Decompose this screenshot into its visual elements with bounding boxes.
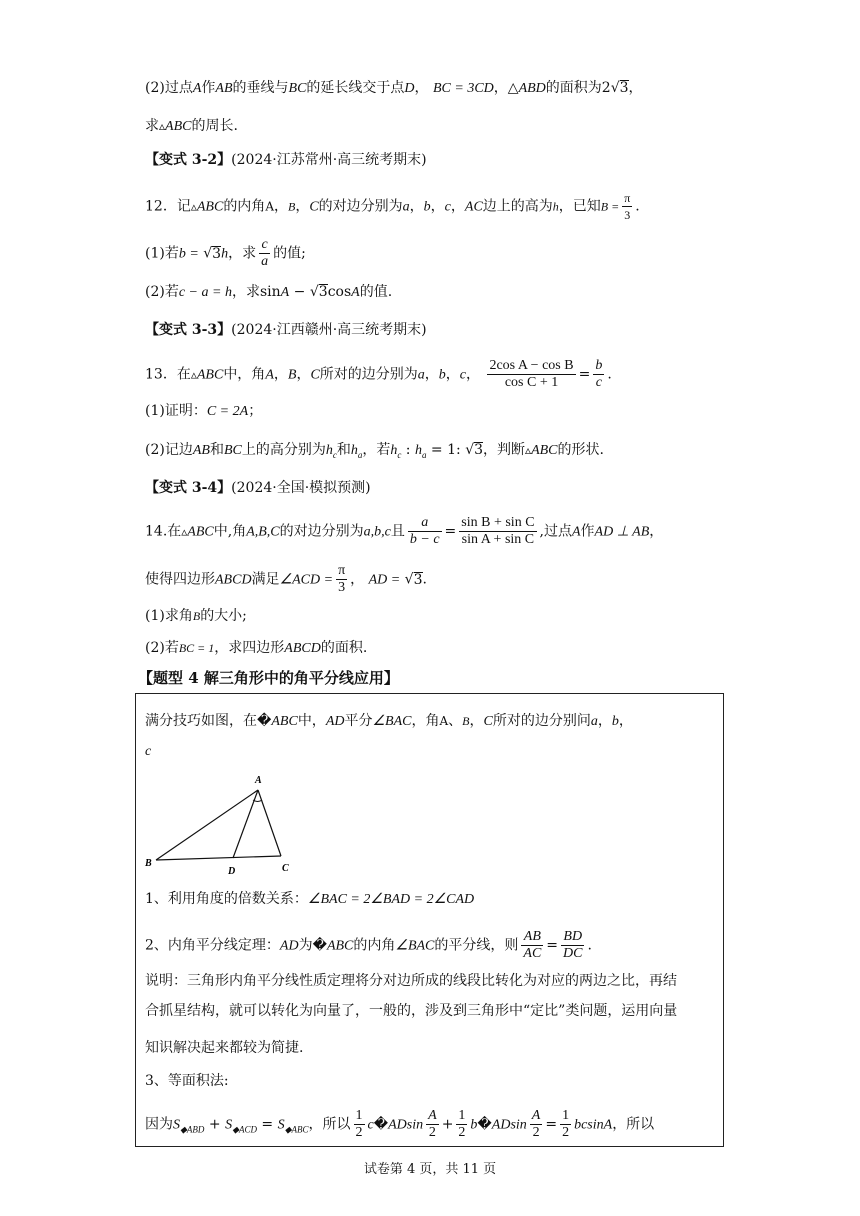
q14-stem: 14.在▵ABC中,角A,B,C的对边分别为a,b,c且 $\frac{a}{b - c}$ = $\frac{\text{sin B + sin C}}{\text{sin A + sin C}}$ ,过点A作AD ⊥ AB， (145, 515, 664, 547)
q12-part1: (1)若b = √3h，求 $\frac{c}{a}$ 的值; (145, 237, 306, 269)
label-D: D (228, 866, 236, 877)
label-C: C (282, 863, 289, 874)
box-item3: 3、等面积法: (145, 1073, 229, 1089)
box-item2: 2、内角平分线定理：AD为�ABC的内角∠BAC的平分线，则 $\frac{AB}{AC}$ = $\frac{BD}{DC}$ . (145, 929, 592, 961)
label-A: A (255, 775, 262, 786)
variant-3-4-header: 【变式 3-4】(2024·全国·模拟预测) (145, 480, 371, 496)
q11-part2-line2: 求▵ABC的周长. (145, 118, 238, 134)
box-intro-line2: c (145, 744, 152, 759)
q11-part2-line1: (2)过点A作AB的垂线与BC的延长线交于点D， BC = 3CD，△ABD的面积为2√3， (145, 80, 643, 96)
q14-part1: (1)求角B的大小; (145, 608, 247, 624)
q12-stem: 12．记▵ABC的内角A，B，C的对边分别为a，b，c，AC边上的高为h，已知B = $\frac{\pi}{3}$ . (145, 191, 640, 222)
q14-part2: (2)若BC = 1，求四边形ABCD的面积. (145, 640, 368, 656)
q13-stem: 13．在▵ABC中，角A，B，C所对的边分别为a，b，c， $\frac{\text{2cos A − cos B}}{\text{cos C + 1}}$ = $\frac{b}{c}$ . (145, 358, 612, 390)
q13-part2: (2)记边AB和BC上的高分别为$h_c$和$h_a$，若$h_c$ : $h_a = 1$: √3，判断▵ABC的形状. (145, 442, 604, 460)
box-note-line1: 说明：三角形内角平分线性质定理将分对边所成的线段比转化为对应的两边之比，再结 (145, 973, 677, 989)
box-area-equation: 因为$S_{◆ABD} + S_{◆ACD} = S_{◆ABC}$，所以 $\frac{1}{2}$ c�ADsin $\frac{A}{2}$ + $\frac{1}{2}$ b�ADsin $\frac{A}{2}$ = $\frac{1}{2}$ bcsinA，所以 (145, 1108, 655, 1140)
side-AB (156, 790, 258, 860)
box-note-line2: 合抓星结构，就可以转化为向量了，一般的，涉及到三角形中“定比”类问题，运用向量 (145, 1003, 678, 1019)
q12-part2: (2)若c − a = h，求sinA − √3cosA的值. (145, 284, 393, 300)
box-item1: 1、利用角度的倍数关系：∠BAC = 2∠BAD = 2∠CAD (145, 891, 475, 907)
box-intro-line1: 满分技巧如图，在�ABC中，AD平分∠BAC，角A、B，C所对的边分别问a，b， (145, 713, 633, 729)
page-footer: 试卷第 4 页，共 11 页 (363, 1162, 497, 1177)
label-B: B (145, 858, 152, 869)
q13-part1: (1)证明：C = 2A； (145, 403, 263, 419)
variant-3-3-header: 【变式 3-3】(2024·江西赣州·高三统考期末) (145, 322, 427, 338)
box-note-line3: 知识解决起来都较为简捷. (145, 1040, 304, 1056)
q14-line2: 使得四边形ABCD满足∠ACD = $\frac{\pi}{3}$ ， AD = √3. (145, 563, 427, 595)
bisector-figure (140, 770, 300, 880)
section-4-title: 【题型 4 解三角形中的角平分线应用】 (138, 669, 399, 687)
variant-3-2-header: 【变式 3-2】(2024·江苏常州·高三统考期末) (145, 152, 427, 168)
side-BC (156, 856, 281, 860)
